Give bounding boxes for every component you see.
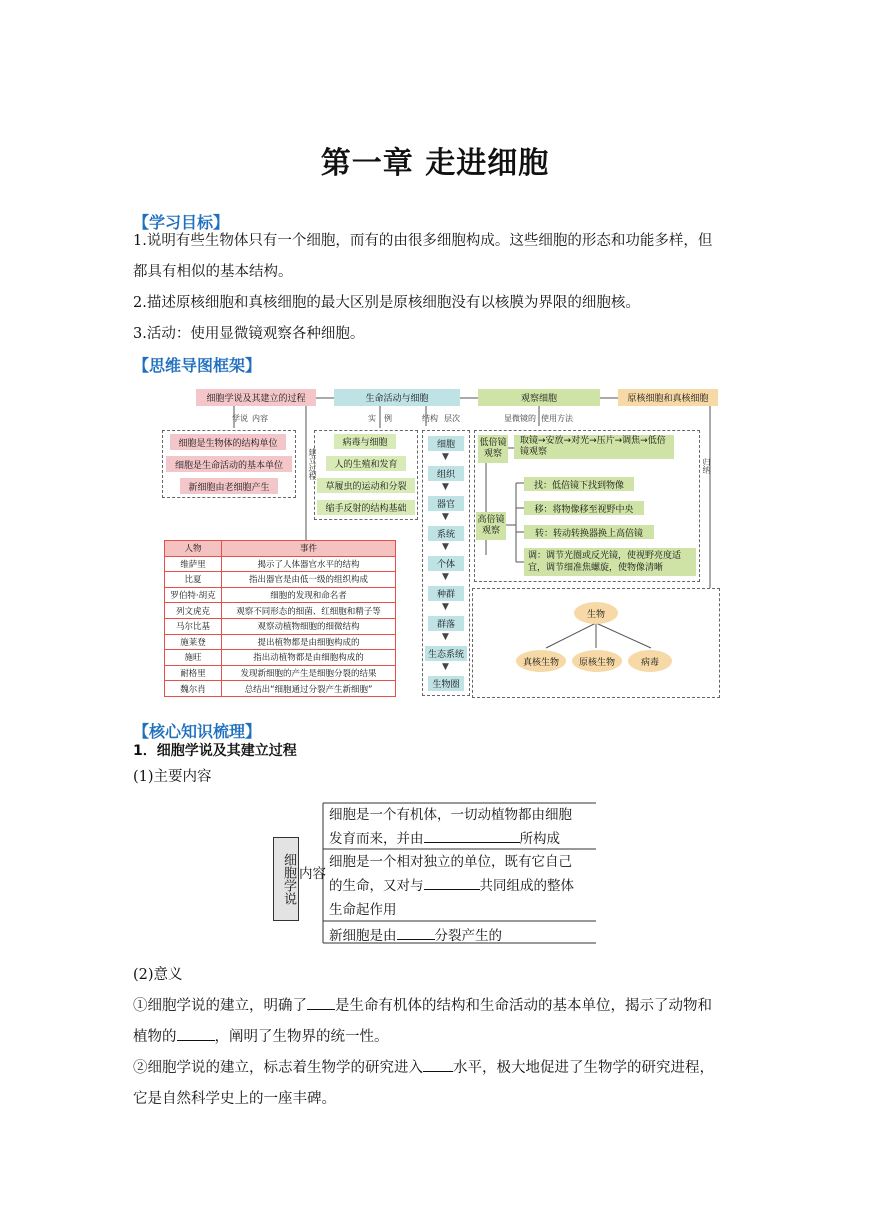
objective-line: 3.活动：使用显微镜观察各种细胞。 [133, 326, 365, 342]
label-cengci: 层次 [444, 414, 460, 423]
objectives-text [133, 226, 741, 350]
blank [424, 829, 520, 844]
blank [424, 876, 480, 891]
neirong-label: 内容 [299, 866, 326, 882]
top-node-cell-types: 原核细胞和真核细胞 [618, 389, 718, 406]
down-arrow-icon: ▼ [442, 542, 449, 552]
event-cell: 观察不同形态的细菌、红细胞和精子等 [222, 603, 396, 619]
sig-line [133, 991, 741, 1022]
top-node-theory: 细胞学说及其建立的过程 [196, 389, 316, 406]
example-item: 人的生殖和发育 [326, 456, 406, 471]
theory-item: 细胞是生物体的结构单位 [170, 434, 286, 450]
org-child: 病毒 [628, 650, 672, 672]
high-power-label: 高倍镜观察 [476, 512, 506, 540]
level-item: 组织 [428, 466, 464, 481]
person-cell: 施旺 [165, 650, 222, 666]
label-xianweijing: 显微镜的 [504, 414, 536, 423]
level-item: 群落 [428, 616, 464, 631]
theory-item: 细胞是生命活动的基本单位 [166, 456, 292, 472]
event-cell: 细胞的发现和命名者 [222, 587, 396, 603]
person-cell: 维萨里 [165, 556, 222, 572]
blank [423, 1057, 453, 1073]
top-node-observe: 观察细胞 [478, 389, 600, 406]
significance [133, 960, 741, 1115]
core-heading: 1．细胞学说及其建立过程 [133, 743, 297, 759]
event-cell: 指出动植物都是由细胞构成的 [222, 650, 396, 666]
table-row [165, 618, 396, 634]
objective-line: 1.说明有些生物体只有一个细胞，而有的由很多细胞构成。这些细胞的形态和功能多样，但 [133, 233, 713, 249]
event-cell: 观察动植物细胞的细微结构 [222, 618, 396, 634]
example-item: 缩手反射的结构基础 [317, 500, 415, 515]
label-shiyong: 使用方法 [541, 414, 573, 423]
content-line: 细胞是一个相对独立的单位，既有它自己 [329, 854, 572, 870]
text: 是生命有机体的结构和生命活动的基本单位，揭示了动物和 [335, 998, 712, 1014]
sig-line [133, 1053, 741, 1084]
org-child: 原核生物 [572, 650, 622, 672]
text: 共同组成的整体 [479, 878, 574, 894]
level-item: 个体 [428, 556, 464, 571]
level-item: 种群 [428, 586, 464, 601]
event-cell: 提出植物都是由细胞构成的 [222, 634, 396, 650]
table-row [165, 603, 396, 619]
label-jianli: 建立过程 [308, 448, 317, 480]
event-cell: 发现新细胞的产生是细胞分裂的结果 [222, 665, 396, 681]
text: 发育而来，并由 [329, 831, 424, 847]
content-line [329, 874, 574, 898]
person-cell: 耐格里 [165, 665, 222, 681]
person-cell: 罗伯特·胡克 [165, 587, 222, 603]
history-table [164, 540, 396, 697]
org-root: 生物 [574, 602, 618, 624]
blank [177, 1026, 215, 1042]
event-cell: 揭示了人体器官水平的结构 [222, 556, 396, 572]
blank [397, 926, 435, 941]
text: ①细胞学说的建立，明确了 [133, 998, 307, 1014]
table-row [165, 665, 396, 681]
content-line [329, 924, 502, 948]
core-subheading: (1)主要内容 [133, 769, 212, 785]
down-arrow-icon: ▼ [442, 632, 449, 642]
label-jiegou: 结构 [422, 414, 438, 423]
table-row [165, 650, 396, 666]
level-item: 生物圈 [428, 676, 464, 691]
table-row [165, 587, 396, 603]
low-power-steps: 取镜→安放→对光→压片→调焦→低倍镜观察 [514, 435, 674, 459]
text: 水平，极大地促进了生物学的研究进程， [453, 1060, 714, 1076]
level-item: 器官 [428, 496, 464, 511]
person-cell: 魏尔肖 [165, 681, 222, 697]
label-guina: 归纳 [702, 458, 711, 474]
table-header-row [165, 541, 396, 557]
level-item: 细胞 [428, 436, 464, 451]
person-cell: 比夏 [165, 572, 222, 588]
person-cell: 施莱登 [165, 634, 222, 650]
section-core: 【核心知识梳理】 [133, 722, 262, 741]
mind-map [146, 380, 726, 698]
blank [307, 995, 335, 1011]
table-header-cell: 事件 [222, 541, 396, 557]
text: 分裂产生的 [434, 928, 502, 944]
high-step: 转：转动转换器换上高倍镜 [524, 525, 654, 539]
text: ，阐明了生物界的统一性。 [214, 1029, 389, 1045]
high-step: 调：调节光圈或反光镜，使视野亮度适宜，调节细准焦螺旋，使物像清晰 [524, 548, 696, 576]
page-title: 第一章 走进细胞 [320, 146, 550, 181]
down-arrow-icon: ▼ [442, 482, 449, 492]
text: 的生命，又对与 [329, 878, 424, 894]
down-arrow-icon: ▼ [442, 662, 449, 672]
sig-line [133, 1022, 741, 1053]
down-arrow-icon: ▼ [442, 572, 449, 582]
table-row [165, 572, 396, 588]
top-node-life: 生命活动与细胞 [334, 389, 460, 406]
table-row [165, 634, 396, 650]
text: 所构成 [519, 831, 560, 847]
person-cell: 马尔比基 [165, 618, 222, 634]
high-step: 找：低倍镜下找到物像 [524, 477, 634, 491]
example-item: 病毒与细胞 [334, 434, 396, 449]
content-line: 细胞是一个有机体，一切动植物都由细胞 [329, 807, 572, 823]
content-line: 生命起作用 [329, 902, 397, 918]
sig-line: 它是自然科学史上的一座丰碑。 [133, 1091, 336, 1107]
sig-heading: (2)意义 [133, 967, 183, 983]
section-objectives: 【学习目标】 [133, 213, 230, 232]
event-cell: 指出器官是由低一级的组织构成 [222, 572, 396, 588]
label-shili: 实 例 [368, 414, 392, 423]
table-row [165, 681, 396, 697]
table-header-cell: 人物 [165, 541, 222, 557]
theory-item: 新细胞由老细胞产生 [180, 478, 278, 494]
label-neirong: 内容 [252, 414, 268, 423]
table-row [165, 556, 396, 572]
text: 新细胞是由 [329, 928, 397, 944]
objective-line: 都具有相似的基本结构。 [133, 264, 293, 280]
org-child: 真核生物 [516, 650, 566, 672]
text: ②细胞学说的建立，标志着生物学的研究进入 [133, 1060, 423, 1076]
section-mindmap: 【思维导图框架】 [133, 356, 262, 375]
objective-line: 2.描述原核细胞和真核细胞的最大区别是原核细胞没有以核膜为界限的细胞核。 [133, 295, 640, 311]
down-arrow-icon: ▼ [442, 512, 449, 522]
high-step: 移：将物像移至视野中央 [524, 501, 644, 515]
low-power-label: 低倍镜观察 [478, 435, 508, 463]
event-cell: 总结出“细胞通过分裂产生新细胞” [222, 681, 396, 697]
level-item: 系统 [428, 526, 464, 541]
example-item: 草履虫的运动和分裂 [317, 478, 415, 493]
text: 植物的 [133, 1029, 177, 1045]
down-arrow-icon: ▼ [442, 602, 449, 612]
level-item: 生态系统 [425, 646, 467, 661]
content-line [329, 827, 560, 851]
person-cell: 列文虎克 [165, 603, 222, 619]
down-arrow-icon: ▼ [442, 452, 449, 462]
theory-label-box: 细胞学说 [273, 837, 299, 921]
label-xueshuo: 学说 [232, 414, 248, 423]
